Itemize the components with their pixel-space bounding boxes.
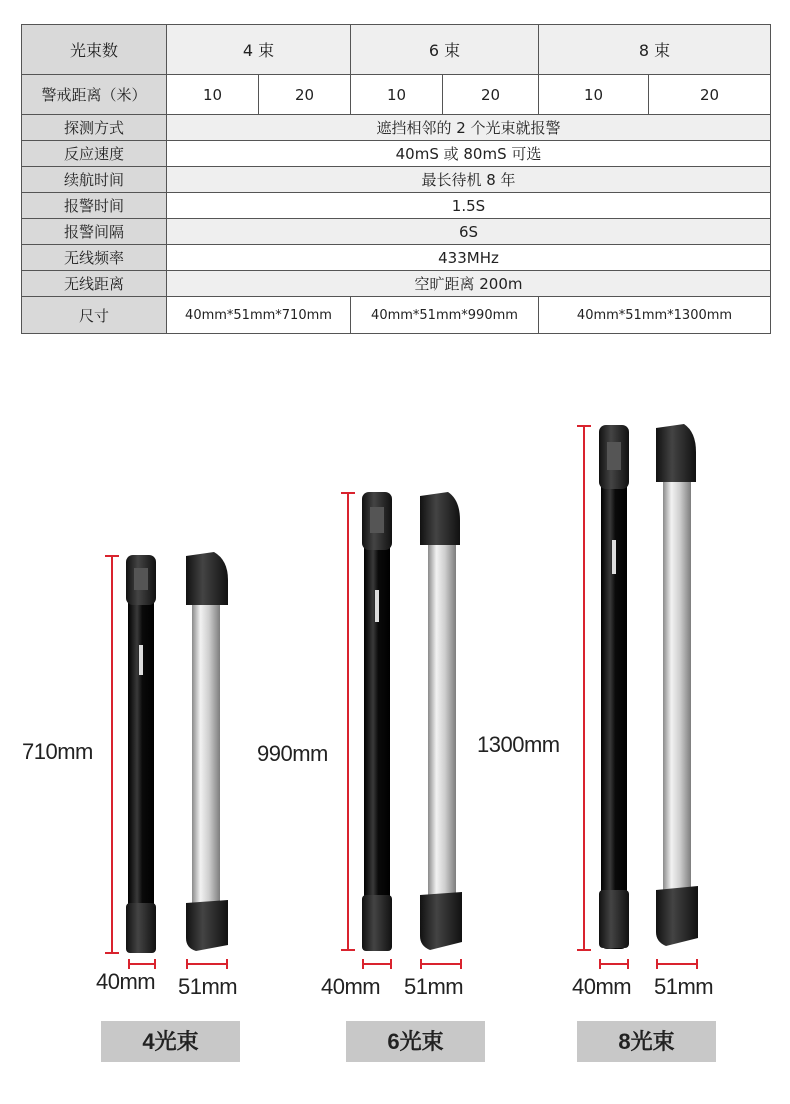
product-name-badge-6-beam: 6光束 bbox=[346, 1021, 485, 1062]
dimension-tick bbox=[390, 959, 392, 969]
height-dimension-line bbox=[583, 426, 585, 951]
height-dimension-line bbox=[111, 556, 113, 954]
dimension-tick bbox=[627, 959, 629, 969]
header-6-beam: 6 束 bbox=[351, 25, 539, 75]
dimension-tick bbox=[696, 959, 698, 969]
dimension-tick bbox=[105, 555, 119, 557]
header-4-beam: 4 束 bbox=[167, 25, 351, 75]
width-dimension-line bbox=[599, 963, 629, 965]
spec-value-detection: 遮挡相邻的 2 个光束就报警 bbox=[167, 115, 771, 141]
tx-width-label-4-beam: 40mm bbox=[96, 969, 156, 994]
size-value-8-beam: 40mm*51mm*1300mm bbox=[539, 297, 771, 334]
rx-width-label-8-beam: 51mm bbox=[654, 974, 714, 999]
product-name-badge-8-beam: 8光束 bbox=[577, 1021, 716, 1062]
dimension-tick bbox=[656, 959, 658, 969]
dimension-tick bbox=[362, 959, 364, 969]
header-beam-count: 光束数 bbox=[22, 25, 167, 75]
width-dimension-line bbox=[420, 963, 462, 965]
transmitter-device-8-beam bbox=[599, 425, 629, 949]
distance-label: 警戒距离（米） bbox=[22, 75, 167, 115]
width-dimension-line bbox=[186, 963, 228, 965]
height-dimension-line bbox=[347, 493, 349, 951]
tx-width-label-8-beam: 40mm bbox=[572, 974, 632, 999]
dimension-tick bbox=[186, 959, 188, 969]
dimension-tick bbox=[105, 952, 119, 954]
spec-label-response: 反应速度 bbox=[22, 141, 167, 167]
distance-cell: 20 bbox=[649, 75, 771, 115]
rx-width-label-6-beam: 51mm bbox=[404, 974, 464, 999]
spec-value-battery: 最长待机 8 年 bbox=[167, 167, 771, 193]
dimension-tick bbox=[128, 959, 130, 969]
dimension-tick bbox=[341, 492, 355, 494]
spec-label-detection: 探测方式 bbox=[22, 115, 167, 141]
width-dimension-line bbox=[362, 963, 392, 965]
spec-label-alarm-time: 报警时间 bbox=[22, 193, 167, 219]
product-name-badge-4-beam: 4光束 bbox=[101, 1021, 240, 1062]
height-label-8-beam: 1300mm bbox=[477, 732, 560, 757]
spec-value-range: 空旷距离 200m bbox=[167, 271, 771, 297]
width-dimension-line bbox=[656, 963, 698, 965]
dimension-tick bbox=[154, 959, 156, 969]
transmitter-device-6-beam bbox=[362, 492, 392, 951]
dimension-tick bbox=[341, 949, 355, 951]
receiver-device-4-beam bbox=[186, 552, 228, 951]
size-value-6-beam: 40mm*51mm*990mm bbox=[351, 297, 539, 334]
distance-cell: 10 bbox=[167, 75, 259, 115]
size-value-4-beam: 40mm*51mm*710mm bbox=[167, 297, 351, 334]
spec-value-response: 40mS 或 80mS 可选 bbox=[167, 141, 771, 167]
spec-label-alarm-interval: 报警间隔 bbox=[22, 219, 167, 245]
spec-value-frequency: 433MHz bbox=[167, 245, 771, 271]
transmitter-device-4-beam bbox=[126, 555, 156, 953]
dimension-tick bbox=[599, 959, 601, 969]
distance-cell: 10 bbox=[351, 75, 443, 115]
tx-width-label-6-beam: 40mm bbox=[321, 974, 381, 999]
spec-value-alarm-interval: 6S bbox=[167, 219, 771, 245]
dimension-tick bbox=[226, 959, 228, 969]
receiver-device-8-beam bbox=[656, 424, 698, 946]
receiver-device-6-beam bbox=[420, 492, 462, 950]
spec-label-range: 无线距离 bbox=[22, 271, 167, 297]
spec-label-frequency: 无线频率 bbox=[22, 245, 167, 271]
height-label-6-beam: 990mm bbox=[257, 741, 328, 766]
spec-label-battery: 续航时间 bbox=[22, 167, 167, 193]
width-dimension-line bbox=[128, 963, 156, 965]
size-label: 尺寸 bbox=[22, 297, 167, 334]
distance-cell: 20 bbox=[443, 75, 539, 115]
rx-width-label-4-beam: 51mm bbox=[178, 974, 238, 999]
distance-cell: 10 bbox=[539, 75, 649, 115]
dimension-tick bbox=[460, 959, 462, 969]
dimension-tick bbox=[420, 959, 422, 969]
height-label-4-beam: 710mm bbox=[22, 739, 93, 764]
spec-value-alarm-time: 1.5S bbox=[167, 193, 771, 219]
dimension-tick bbox=[577, 425, 591, 427]
distance-cell: 20 bbox=[259, 75, 351, 115]
dimension-tick bbox=[577, 949, 591, 951]
header-8-beam: 8 束 bbox=[539, 25, 771, 75]
